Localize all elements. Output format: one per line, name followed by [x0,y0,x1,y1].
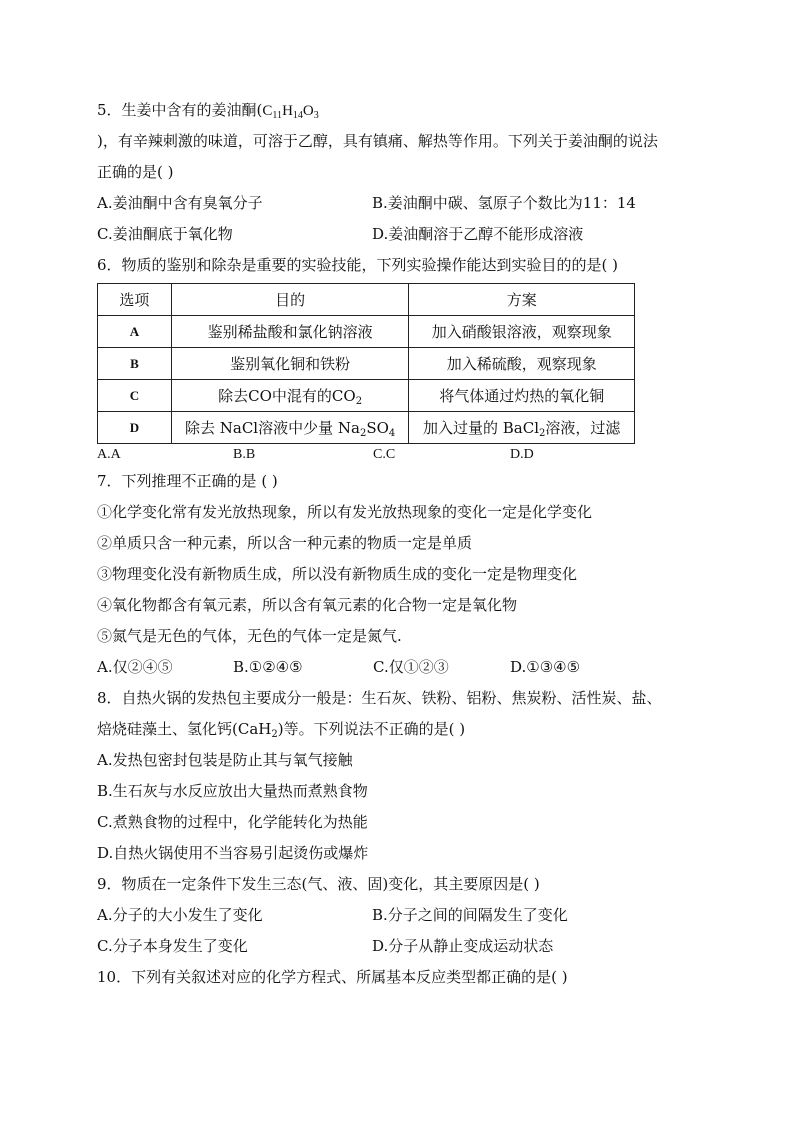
q6-row-d-plan-text: 加入过量的 BaCl [423,419,540,437]
q6-row-c-purpose [171,380,409,412]
q6-row-d-purpose-sub2: 4 [388,428,396,439]
q9-options-row1 [97,900,697,931]
q8-option-a[interactable]: A.发热包密封包装是防止其与氧气接触 [97,751,353,769]
formula-sub-3: 3 [313,110,319,121]
q6-row-b-plan: 加入稀硫酸，观察现象 [409,348,635,380]
q7-stem: 7．下列推理不正确的是 ( ) [97,472,278,490]
q6-answer-a[interactable]: A.A [97,447,121,462]
q9-option-a[interactable]: A.分子的大小发生了变化 [97,906,263,924]
q5-options-row1 [97,188,697,219]
q6-row-c-purpose-sub: 2 [355,396,363,407]
formula-o: O [302,103,314,119]
q6-answer-d[interactable]: D.D [510,447,534,462]
q6-row-d-purpose-text: 除去 NaCl溶液中少量 Na [184,419,360,437]
q8-option-c[interactable]: C.煮熟食物的过程中，化学能转化为热能 [97,813,368,831]
formula-h: H [282,103,293,119]
q5-stem-text: 5．生姜中含有的姜油酮( [97,101,263,119]
q5-stem-line1 [97,95,697,126]
q6-row-c-option: C [98,380,172,412]
formula-sub-11: 11 [272,110,283,121]
q6-row-a-purpose: 鉴别稀盐酸和氯化钠溶液 [171,316,409,348]
q6-answer-c[interactable]: C.C [373,447,396,462]
q6-row-d [98,412,635,444]
q8-stem-line2-text: 焙烧硅藻土、氢化钙(CaH [97,720,272,738]
q5-option-b[interactable]: B.姜油酮中碳、氢原子个数比为11：14 [372,194,636,212]
formula-sub-14: 14 [292,110,303,121]
q6-row-c-plan: 将气体通过灼热的氧化铜 [409,380,635,412]
q7-item-1: ①化学变化常有发光放热现象，所以有发光放热现象的变化一定是化学变化 [97,503,593,521]
q6-row-d-purpose-mid: SO [366,419,389,437]
q5-option-d[interactable]: D.姜油酮溶于乙醇不能形成溶液 [372,225,584,243]
q9-option-d[interactable]: D.分子从静止变成运动状态 [372,937,554,955]
q6-header-option: 选项 [98,284,172,316]
q6-row-d-purpose [171,412,409,444]
q8-option-b[interactable]: B.生石灰与水反应放出大量热而煮熟食物 [97,782,368,800]
q9-stem: 9．物质在一定条件下发生三态(气、液、固)变化，其主要原因是( ) [97,875,540,893]
q9-option-b[interactable]: B.分子之间的间隔发生了变化 [372,906,568,924]
q7-item-3: ③物理变化没有新物质生成，所以没有新物质生成的变化一定是物理变化 [97,565,578,583]
q7-answer-b[interactable]: B.①②④⑤ [233,658,303,676]
q6-answer-b[interactable]: B.B [233,447,256,462]
q8-option-d[interactable]: D.自热火锅使用不当容易引起烫伤或爆炸 [97,844,369,862]
q6-row-a-option: A [98,316,172,348]
q5-option-c[interactable]: C.姜油酮底于氧化物 [97,225,233,243]
q6-stem: 6．物质的鉴别和除杂是重要的实验技能，下列实验操作能达到实验目的的是( ) [97,256,619,274]
q5-formula [262,103,318,119]
q6-row-d-option: D [98,412,172,444]
q5-stem-line2: )，有辛辣刺激的味道，可溶于乙醇，具有镇痛、解热等作用。下列关于姜油酮的说法 [97,132,658,150]
q6-row-b [98,348,635,380]
q6-table [97,283,635,444]
q10-stem: 10．下列有关叙述对应的化学方程式、所属基本反应类型都正确的是( ) [97,968,568,986]
q6-row-c-purpose-text: 除去CO中混有的CO [218,387,356,405]
q6-header-plan: 方案 [409,284,635,316]
q7-answers [97,652,697,683]
q5-options-row2 [97,219,697,250]
q6-row-b-purpose: 鉴别氧化铜和铁粉 [171,348,409,380]
q5-stem-line3: 正确的是( ) [97,163,174,181]
q9-option-c[interactable]: C.分子本身发生了变化 [97,937,248,955]
q8-stem-line2-post: )等。下列说法不正确的是( ) [277,720,466,738]
exam-page [97,95,697,993]
q8-stem-line2-sub: 2 [271,729,278,740]
q7-item-2: ②单质只含一种元素，所以含一种元素的物质一定是单质 [97,534,473,552]
q6-row-c [98,380,635,412]
q6-row-d-purpose-sub1: 2 [359,428,367,439]
q7-answer-a[interactable]: A.仅②④⑤ [97,658,173,676]
q6-answers [97,444,697,466]
q6-table-header [98,284,635,316]
q7-answer-c[interactable]: C.仅①②③ [373,658,449,676]
q6-row-d-plan-post: 溶液，过滤 [545,419,621,437]
q6-header-purpose: 目的 [171,284,409,316]
formula-c: C [262,103,273,119]
q5-option-a[interactable]: A.姜油酮中含有臭氧分子 [97,194,263,212]
q8-stem-line2 [97,714,697,745]
q6-row-b-option: B [98,348,172,380]
q8-stem-line1: 8．自热火锅的发热包主要成分一般是：生石灰、铁粉、铝粉、焦炭粉、活性炭、盐、 [97,689,662,707]
q9-options-row2 [97,931,697,962]
q7-item-5: ⑤氮气是无色的气体，无色的气体一定是氮气. [97,627,402,645]
q6-row-d-plan-sub: 2 [539,428,546,439]
q6-row-a [98,316,635,348]
q6-row-d-plan [409,412,635,444]
q6-row-a-plan: 加入硝酸银溶液，观察现象 [409,316,635,348]
q7-item-4: ④氧化物都含有氧元素，所以含有氧元素的化合物一定是氧化物 [97,596,518,614]
q7-answer-d[interactable]: D.①③④⑤ [510,658,581,676]
